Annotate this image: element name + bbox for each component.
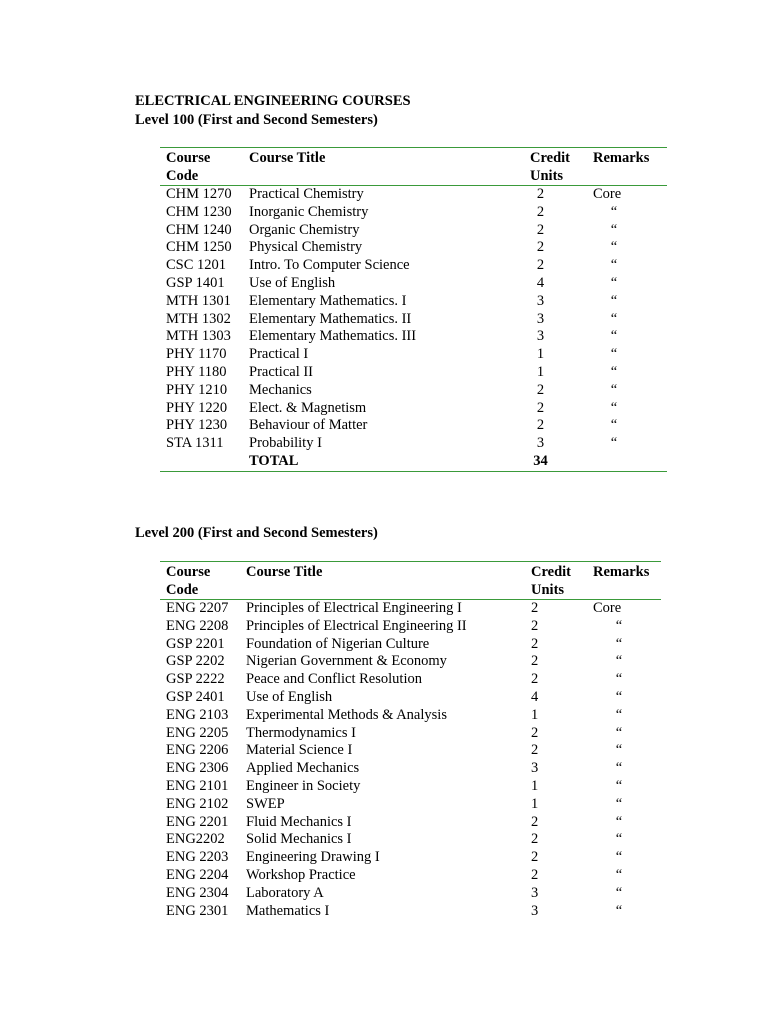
remark-cell: “ — [610, 257, 618, 274]
table-row — [160, 778, 661, 796]
course-title-cell: Practical II — [249, 363, 314, 380]
course-code-cell: PHY 1220 — [166, 399, 228, 416]
level-200-course-table — [160, 561, 661, 922]
course-title-cell: Foundation of Nigerian Culture — [246, 635, 430, 652]
course-code-cell: CHM 1240 — [166, 221, 232, 238]
level-200-heading: Level 200 (First and Second Semesters) — [135, 525, 378, 541]
remark-cell: “ — [615, 849, 623, 866]
credit-units-cell: 3 — [536, 310, 545, 327]
table-row — [160, 707, 661, 725]
credit-units-cell: 1 — [536, 363, 545, 380]
credit-units-cell: 3 — [531, 902, 539, 919]
table-row — [160, 903, 661, 923]
document-title: ELECTRICAL ENGINEERING COURSES — [135, 93, 411, 109]
table-row — [160, 814, 661, 832]
credit-units-cell: 1 — [536, 346, 545, 363]
remark-cell: “ — [615, 688, 623, 705]
table-row — [160, 742, 661, 760]
table-row — [160, 328, 667, 346]
credit-units-cell: 3 — [536, 292, 545, 309]
remark-cell: “ — [610, 310, 618, 327]
course-code-cell: PHY 1180 — [166, 363, 227, 380]
header-spacer — [587, 581, 661, 600]
credit-units-cell: 3 — [531, 760, 539, 777]
course-code-cell: MTH 1302 — [166, 310, 231, 327]
table-header-row-2 — [160, 581, 661, 600]
header-credit-units: Credit — [531, 564, 572, 580]
course-title-cell: Principles of Electrical Engineering I — [246, 600, 462, 616]
course-title-cell: Elect. & Magnetism — [249, 399, 367, 416]
course-code-cell: ENG 2306 — [166, 760, 229, 777]
course-title-cell: Material Science I — [246, 742, 353, 759]
table-row — [160, 435, 667, 453]
credit-units-cell: 2 — [536, 381, 545, 398]
table-row — [160, 796, 661, 814]
course-title-cell: Elementary Mathematics. III — [249, 328, 417, 345]
credit-units-cell: 2 — [531, 617, 539, 634]
header-credit-units-2: Units — [525, 581, 587, 600]
credit-units-cell: 1 — [531, 777, 539, 794]
table-row — [160, 725, 661, 743]
course-title-cell: Use of English — [249, 274, 336, 291]
credit-units-cell: 4 — [536, 274, 545, 291]
course-code-cell: CHM 1250 — [166, 239, 232, 256]
remark-cell: “ — [610, 381, 618, 398]
course-title-cell: Fluid Mechanics I — [246, 813, 352, 830]
remark-cell: “ — [615, 635, 623, 652]
table-header-row — [160, 148, 667, 168]
credit-units-cell: 3 — [536, 328, 545, 345]
header-course-code: Course — [166, 564, 211, 580]
remark-cell: “ — [615, 724, 623, 741]
course-title-cell: Nigerian Government & Economy — [246, 653, 447, 670]
course-title-cell: Engineering Drawing I — [246, 849, 380, 866]
table-row — [160, 618, 661, 636]
remark-cell: “ — [610, 292, 618, 309]
course-title-cell: Intro. To Computer Science — [249, 257, 410, 274]
course-code-cell: ENG 2205 — [166, 724, 229, 741]
credit-units-cell: 2 — [536, 186, 545, 202]
header-spacer — [246, 581, 525, 600]
course-title-cell: Peace and Conflict Resolution — [246, 671, 422, 688]
remark-cell: “ — [615, 866, 623, 883]
remark-cell: “ — [615, 831, 623, 848]
credit-units-cell: 2 — [531, 671, 539, 688]
credit-units-cell: 2 — [536, 257, 545, 274]
table-row — [160, 671, 661, 689]
course-code-cell: ENG 2304 — [166, 884, 229, 901]
total-spacer — [587, 453, 667, 471]
table-row — [160, 849, 661, 867]
total-row — [160, 453, 667, 471]
course-code-cell: GSP 1401 — [166, 274, 225, 291]
remark-cell: “ — [610, 435, 618, 452]
table-row — [160, 760, 661, 778]
header-credit-units-2: Units — [524, 167, 587, 186]
table-row — [160, 689, 661, 707]
remark-cell: “ — [610, 274, 618, 291]
table-row — [160, 293, 667, 311]
course-code-cell: PHY 1170 — [166, 346, 227, 363]
course-title-cell: Organic Chemistry — [249, 221, 360, 238]
course-code-cell: PHY 1230 — [166, 417, 228, 434]
table-row — [160, 239, 667, 257]
table-row — [160, 653, 661, 671]
course-code-cell: CHM 1270 — [166, 186, 232, 202]
header-remarks: Remarks — [593, 150, 650, 166]
course-title-cell: Engineer in Society — [246, 777, 361, 794]
remark-cell: “ — [615, 813, 623, 830]
header-course-title: Course Title — [249, 150, 326, 166]
remark-cell: “ — [610, 363, 618, 380]
credit-units-cell: 2 — [531, 600, 539, 616]
header-spacer — [249, 167, 524, 186]
credit-units-cell: 2 — [531, 866, 539, 883]
level-100-heading: Level 100 (First and Second Semesters) — [135, 112, 378, 128]
credit-units-cell: 3 — [531, 884, 539, 901]
table-header-row — [160, 562, 661, 582]
level-200-rows — [160, 600, 661, 923]
course-code-cell: ENG 2203 — [166, 849, 229, 866]
credit-units-cell: 1 — [531, 706, 539, 723]
table-row — [160, 275, 667, 293]
course-title-cell: Solid Mechanics I — [246, 831, 352, 848]
course-code-cell: GSP 2202 — [166, 653, 225, 670]
course-title-cell: SWEP — [246, 795, 285, 812]
table-row — [160, 364, 667, 382]
course-code-cell: ENG 2208 — [166, 617, 229, 634]
remark-cell: “ — [610, 417, 618, 434]
course-code-cell: ENG 2101 — [166, 777, 229, 794]
credit-units-cell: 1 — [531, 795, 539, 812]
table-row — [160, 311, 667, 329]
credit-units-cell: 2 — [531, 813, 539, 830]
remark-cell: “ — [610, 203, 618, 220]
remark-cell: “ — [610, 346, 618, 363]
credit-units-cell: 3 — [536, 435, 545, 452]
table-header-row-2 — [160, 167, 667, 186]
course-code-cell: ENG2202 — [166, 831, 225, 848]
remark-cell: Core — [593, 186, 622, 202]
header-course-title: Course Title — [246, 564, 323, 580]
course-code-cell: GSP 2201 — [166, 635, 225, 652]
course-code-cell: ENG 2207 — [166, 600, 229, 616]
course-title-cell: Mathematics I — [246, 902, 330, 919]
table-row — [160, 600, 661, 618]
course-title-cell: Elementary Mathematics. I — [249, 292, 407, 309]
table-row — [160, 204, 667, 222]
remark-cell: “ — [615, 795, 623, 812]
remark-cell: “ — [615, 884, 623, 901]
table-row — [160, 867, 661, 885]
header-spacer — [587, 167, 667, 186]
table-row — [160, 636, 661, 654]
course-title-cell: Experimental Methods & Analysis — [246, 706, 447, 723]
credit-units-cell: 2 — [531, 831, 539, 848]
remark-cell: “ — [615, 742, 623, 759]
course-title-cell: Practical Chemistry — [249, 186, 364, 202]
level-100-rows — [160, 186, 667, 472]
course-code-cell: CHM 1230 — [166, 203, 232, 220]
remark-cell: “ — [610, 239, 618, 256]
credit-units-cell: 2 — [536, 239, 545, 256]
course-title-cell: Probability I — [249, 435, 322, 452]
credit-units-cell: 2 — [531, 724, 539, 741]
course-code-cell: GSP 2222 — [166, 671, 225, 688]
credit-units-cell: 2 — [531, 653, 539, 670]
remark-cell: “ — [610, 221, 618, 238]
course-title-cell: Inorganic Chemistry — [249, 203, 369, 220]
table-row — [160, 257, 667, 275]
credit-units-cell: 2 — [536, 221, 545, 238]
table-row — [160, 186, 667, 204]
course-code-cell: GSP 2401 — [166, 688, 225, 705]
table-row — [160, 346, 667, 364]
remark-cell: “ — [615, 902, 623, 919]
course-code-cell: ENG 2204 — [166, 866, 229, 883]
total-spacer — [160, 453, 249, 471]
credit-units-cell: 2 — [536, 203, 545, 220]
credit-units-cell: 2 — [531, 849, 539, 866]
course-title-cell: Laboratory A — [246, 884, 324, 901]
header-credit-units: Credit — [530, 150, 571, 166]
level-100-course-table — [160, 147, 667, 472]
course-code-cell: ENG 2102 — [166, 795, 229, 812]
credit-units-cell: 2 — [536, 417, 545, 434]
remark-cell: “ — [615, 617, 623, 634]
course-title-cell: Principles of Electrical Engineering II — [246, 617, 467, 634]
header-remarks: Remarks — [593, 564, 650, 580]
table-row — [160, 382, 667, 400]
course-code-cell: STA 1311 — [166, 435, 224, 452]
course-code-cell: ENG 2206 — [166, 742, 229, 759]
table-row — [160, 885, 661, 903]
remark-cell: “ — [615, 653, 623, 670]
course-title-cell: Physical Chemistry — [249, 239, 363, 256]
course-code-cell: ENG 2201 — [166, 813, 229, 830]
table-row — [160, 417, 667, 435]
header-course-code-2: Code — [160, 167, 249, 186]
table-row — [160, 222, 667, 240]
credit-units-cell: 2 — [536, 399, 545, 416]
remark-cell: “ — [615, 706, 623, 723]
course-code-cell: MTH 1303 — [166, 328, 231, 345]
remark-cell: “ — [615, 671, 623, 688]
remark-cell: “ — [610, 399, 618, 416]
total-credit: 34 — [533, 452, 548, 469]
remark-cell: Core — [593, 600, 622, 616]
credit-units-cell: 2 — [531, 635, 539, 652]
course-title-cell: Thermodynamics I — [246, 724, 356, 741]
course-title-cell: Workshop Practice — [246, 866, 356, 883]
course-title-cell: Elementary Mathematics. II — [249, 310, 412, 327]
course-code-cell: ENG 2301 — [166, 902, 229, 919]
credit-units-cell: 4 — [531, 688, 539, 705]
header-course-code: Course — [166, 150, 211, 166]
course-title-cell: Applied Mechanics — [246, 760, 360, 777]
total-label: TOTAL — [249, 452, 299, 469]
table-row — [160, 831, 661, 849]
remark-cell: “ — [610, 328, 618, 345]
course-title-cell: Mechanics — [249, 381, 312, 398]
course-code-cell: PHY 1210 — [166, 381, 228, 398]
course-code-cell: ENG 2103 — [166, 706, 229, 723]
course-code-cell: CSC 1201 — [166, 257, 227, 274]
course-code-cell: MTH 1301 — [166, 292, 231, 309]
course-title-cell: Practical I — [249, 346, 309, 363]
course-title-cell: Behaviour of Matter — [249, 417, 368, 434]
header-course-code-2: Code — [160, 581, 246, 600]
course-title-cell: Use of English — [246, 688, 333, 705]
table-row — [160, 400, 667, 418]
credit-units-cell: 2 — [531, 742, 539, 759]
remark-cell: “ — [615, 777, 623, 794]
remark-cell: “ — [615, 760, 623, 777]
